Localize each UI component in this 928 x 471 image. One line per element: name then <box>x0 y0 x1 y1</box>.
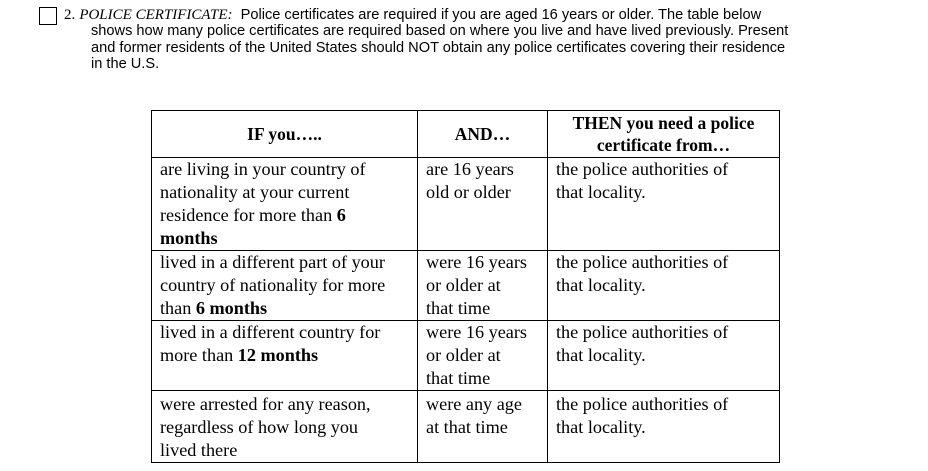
instruction-line-2: shows how many police certificates are required based on where you live and have lived previously. Present <box>91 23 789 40</box>
cell-text <box>160 344 414 367</box>
cell-text: are living in your country of <box>160 159 366 179</box>
instruction-line-1 <box>64 7 904 23</box>
cell-text <box>160 227 414 250</box>
cell-text: country of nationality for more <box>160 275 386 295</box>
cell-text: the police authorities of <box>556 159 729 179</box>
cell-and <box>418 321 548 391</box>
cell-text: were 16 years <box>426 322 527 342</box>
cell-and <box>418 391 548 463</box>
cell-text: or older at <box>426 275 501 295</box>
cell-text: were 16 years <box>426 252 527 272</box>
header-then <box>548 111 780 158</box>
cell-text-part: more than <box>160 345 238 365</box>
cell-text: the police authorities of <box>556 252 729 272</box>
table-row <box>152 158 780 251</box>
police-certificate-instructions <box>64 7 904 73</box>
cell-text: were any age <box>426 394 522 414</box>
header-then-line-2: certificate from… <box>596 135 731 155</box>
cell-if <box>152 251 418 321</box>
cell-then <box>548 391 780 463</box>
cell-text: that locality. <box>556 345 646 365</box>
header-if: IF you….. <box>152 111 418 158</box>
cell-then <box>548 321 780 391</box>
police-certificate-table <box>151 110 780 463</box>
cell-bold: 6 months <box>195 298 268 318</box>
instruction-text: Police certificates are required if you are aged 16 years or older. The table below <box>240 7 762 23</box>
cell-text: that locality. <box>556 417 646 437</box>
cell-and <box>418 158 548 251</box>
cell-if <box>152 391 418 463</box>
cell-text-part: than <box>160 298 196 318</box>
cell-text <box>160 204 414 227</box>
cell-text: the police authorities of <box>556 394 729 414</box>
cell-text: were arrested for any reason, <box>160 394 371 414</box>
table-row <box>152 251 780 321</box>
cell-bold: 6 <box>336 205 346 225</box>
cell-then <box>548 158 780 251</box>
header-then-line-1: THEN you need a police <box>572 113 755 133</box>
header-and: AND… <box>418 111 548 158</box>
cell-if <box>152 321 418 391</box>
item-title: POLICE CERTIFICATE: <box>79 7 233 23</box>
instruction-line-3: and former residents of the United States should NOT obtain any police certificates covering their residence <box>91 39 786 56</box>
cell-text: lived there <box>160 440 238 460</box>
cell-text-part: residence for more than <box>160 205 337 225</box>
cell-text: regardless of how long you <box>160 417 359 437</box>
cell-text: that locality. <box>556 275 646 295</box>
cell-text: the police authorities of <box>556 322 729 342</box>
table-row <box>152 391 780 463</box>
police-certificate-checkbox[interactable] <box>39 7 57 25</box>
table-header-row <box>152 111 780 158</box>
cell-text: at that time <box>426 417 508 437</box>
cell-and <box>418 251 548 321</box>
instruction-line-4: in the U.S. <box>91 56 160 73</box>
cell-text: lived in a different part of your <box>160 252 385 272</box>
cell-text: are 16 years <box>426 159 514 179</box>
cell-text: old or older <box>426 182 511 202</box>
cell-text <box>160 297 414 320</box>
cell-bold: months <box>160 228 218 248</box>
cell-text: nationality at your current <box>160 182 350 202</box>
cell-then <box>548 251 780 321</box>
item-number: 2. <box>64 7 76 23</box>
cell-if <box>152 158 418 251</box>
table-row <box>152 321 780 391</box>
cell-text: or older at <box>426 345 501 365</box>
cell-text: lived in a different country for <box>160 322 381 342</box>
cell-text: that time <box>426 368 491 388</box>
cell-bold: 12 months <box>237 345 319 365</box>
cell-text: that locality. <box>556 182 646 202</box>
cell-text: that time <box>426 298 491 318</box>
